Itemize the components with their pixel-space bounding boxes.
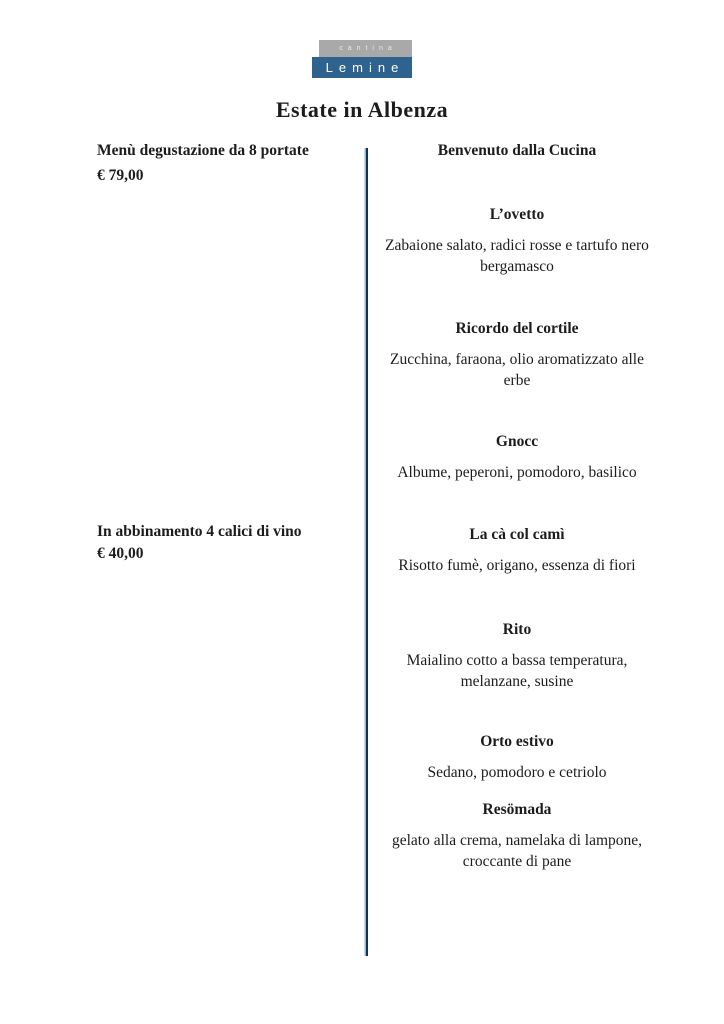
- course-name: L’ovetto: [489, 206, 545, 223]
- course-description: Zucchina, faraona, olio aromatizzato alle erbe: [390, 351, 644, 389]
- tasting-menu-block: [97, 140, 365, 187]
- course-description: Zabaione salato, radici rosse e tartufo nero bergamasco: [385, 237, 649, 275]
- tasting-menu-title: Menù degustazione da 8 portate: [97, 142, 309, 159]
- course-description: Maialino cotto a bassa temperatura, melanzane, susine: [406, 652, 628, 690]
- wine-pairing-title: In abbinamento 4 calici di vino: [97, 523, 302, 540]
- logo-lemine-banner: Lemine: [312, 57, 412, 78]
- course-item: [380, 204, 654, 277]
- kitchen-welcome-heading: Benvenuto dalla Cucina: [437, 142, 597, 159]
- course-name: La cà col camì: [469, 526, 565, 543]
- vertical-divider: [366, 148, 368, 956]
- course-description: Albume, peperoni, pomodoro, basilico: [397, 464, 637, 481]
- course-name: Orto estivo: [480, 733, 554, 750]
- course-item: [380, 524, 654, 576]
- wine-pairing-price: € 40,00: [97, 545, 144, 562]
- course-name: Rito: [502, 621, 532, 638]
- course-item: [380, 431, 654, 483]
- course-name: Gnocc: [495, 433, 539, 450]
- course-item: [380, 619, 654, 692]
- course-description: Sedano, pomodoro e cetriolo: [427, 764, 607, 781]
- course-description: gelato alla crema, namelaka di lampone, croccante di pane: [391, 832, 643, 870]
- course-name: Resömada: [482, 801, 552, 818]
- logo-cantina-banner: cantina: [319, 40, 412, 57]
- course-item: [380, 318, 654, 391]
- page-title: Estate in Albenza: [275, 97, 449, 122]
- course-item: [380, 731, 654, 783]
- course-description: Risotto fumè, origano, essenza di fiori: [398, 557, 636, 574]
- course-name: Ricordo del cortile: [455, 320, 579, 337]
- wine-pairing-block: [97, 521, 365, 565]
- course-item: [380, 799, 654, 872]
- tasting-menu-price: € 79,00: [97, 167, 144, 184]
- restaurant-logo: [312, 40, 412, 78]
